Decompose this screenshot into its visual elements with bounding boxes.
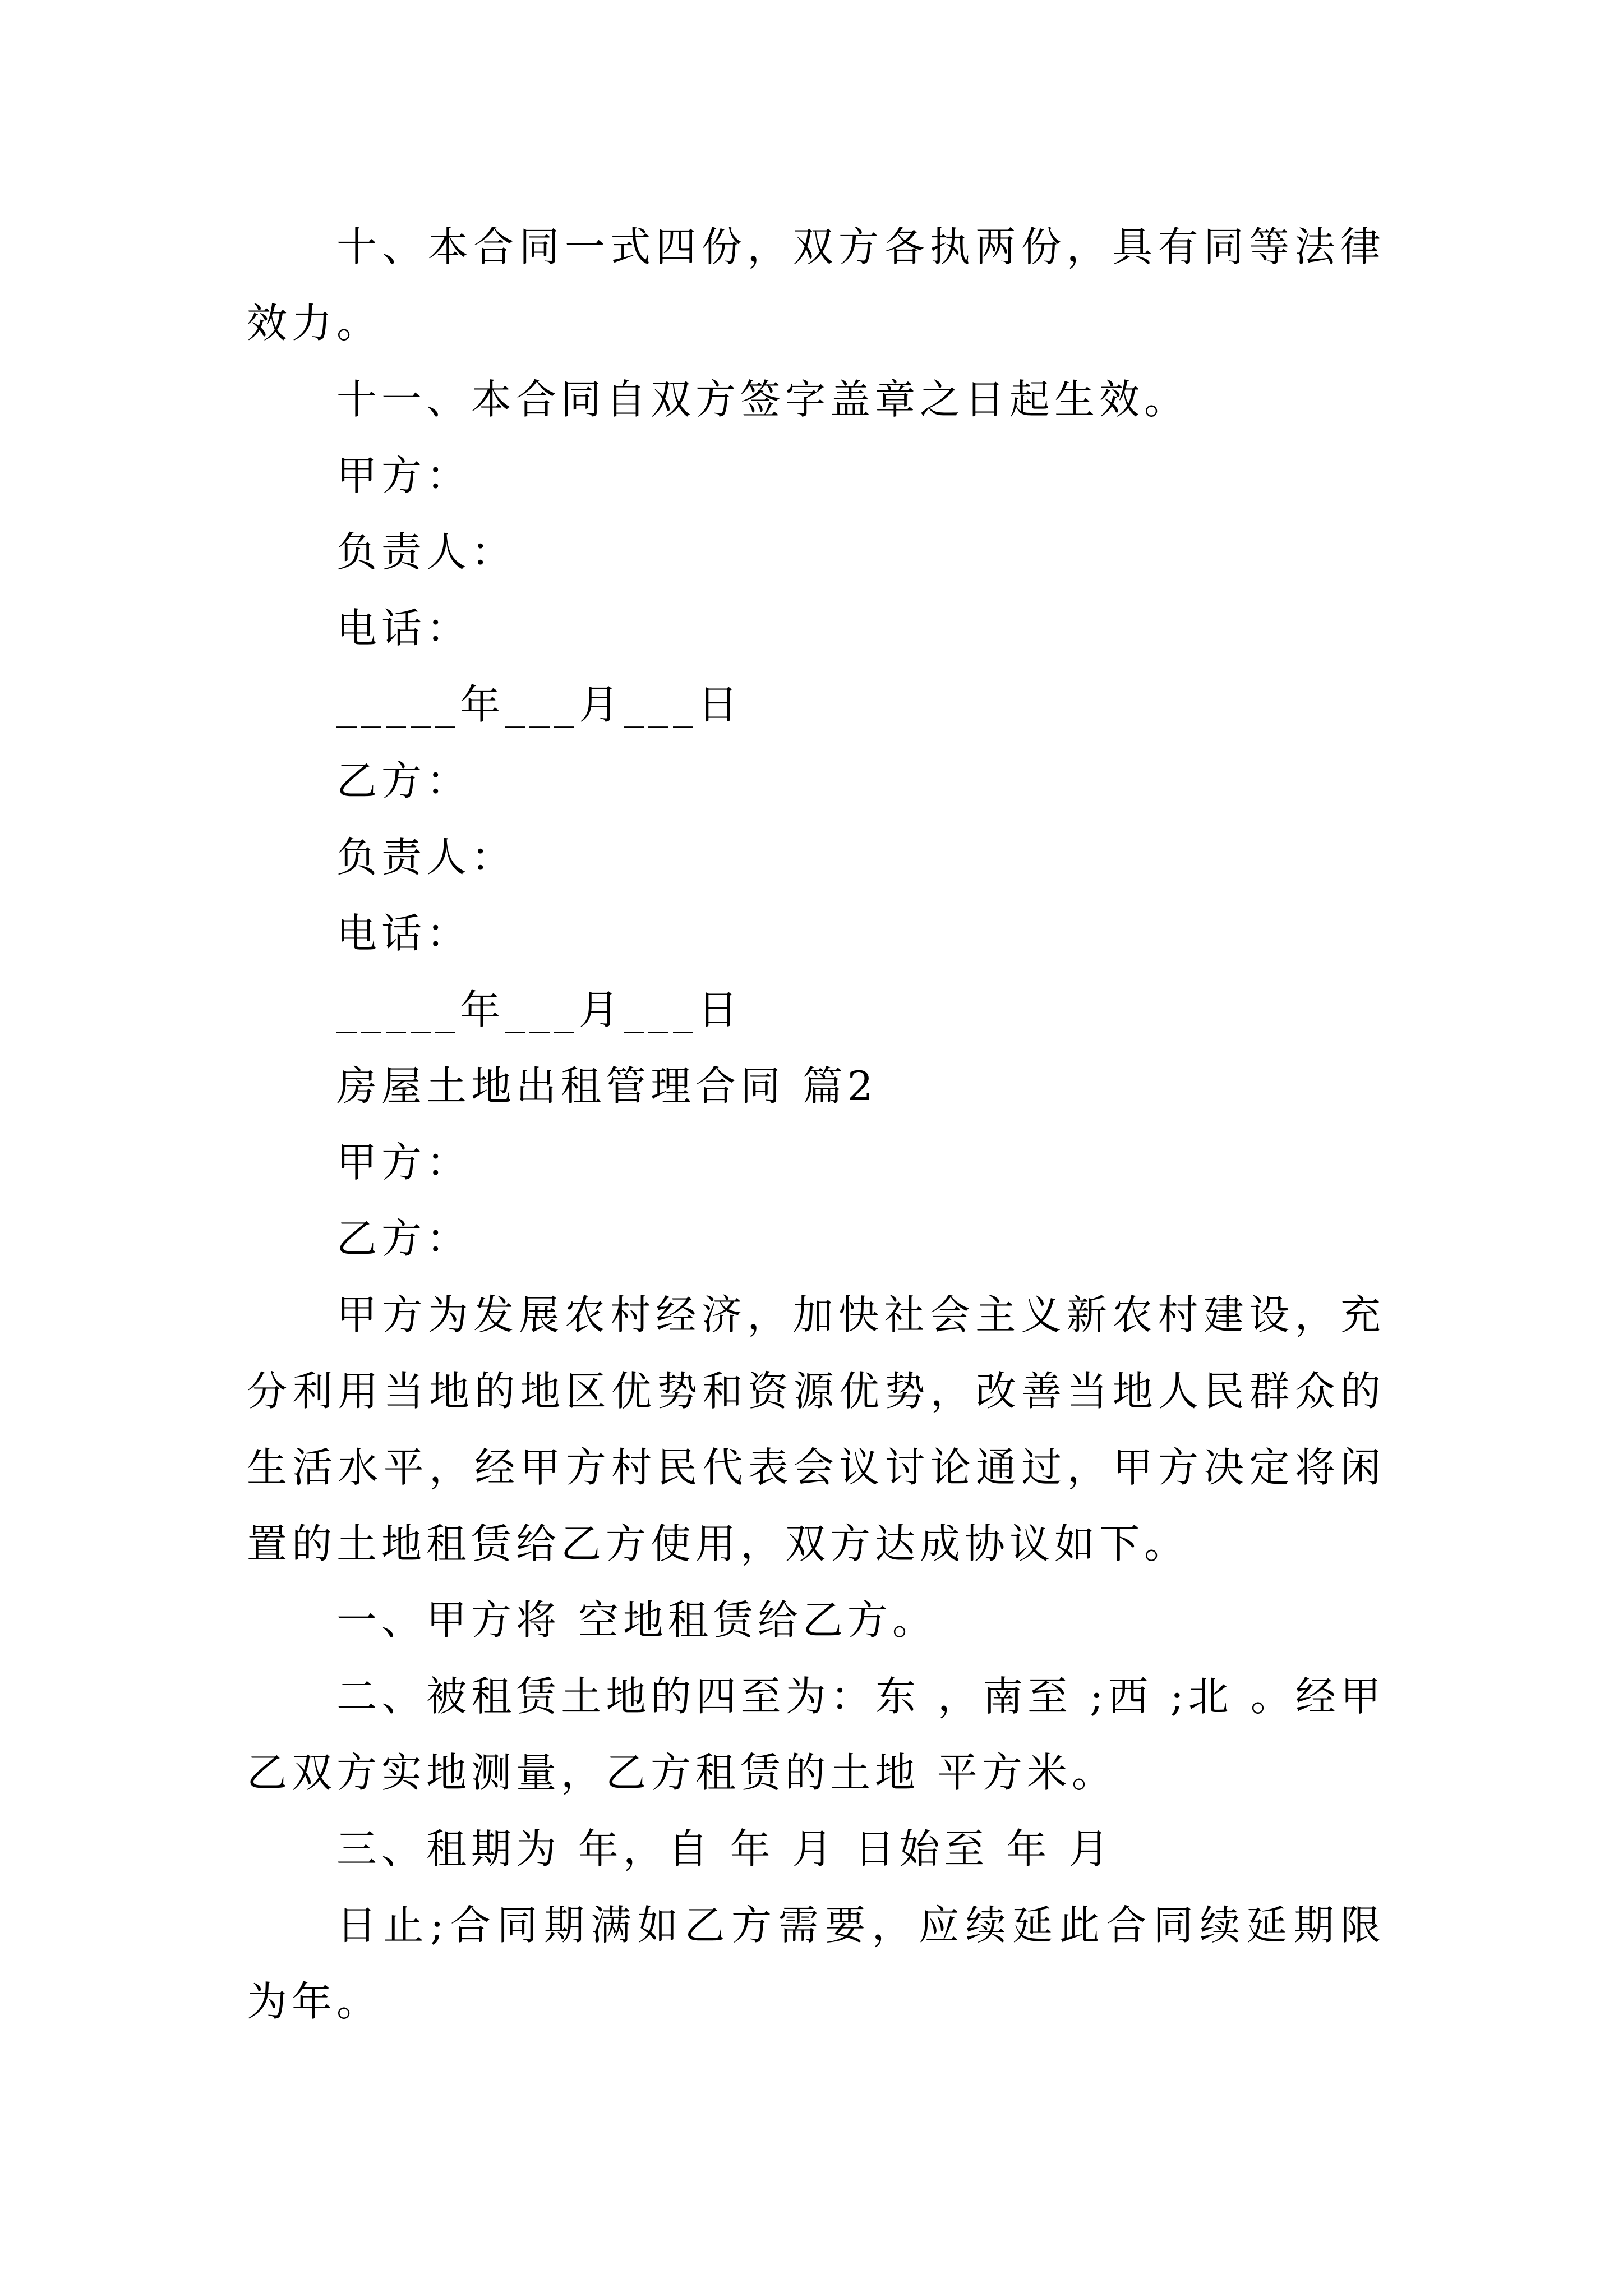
contract2-preamble: 甲方为发展农村经济，加快社会主义新农村建设，充分利用当地的地区优势和资源优势，改善当地人民群众的生活水平，经甲方村民代表会议讨论通过，甲方决定将闲置的土地租赁给乙方使用，双方达成协议如下。	[247, 1291, 1385, 1567]
party-a-representative: 负责人：	[336, 528, 517, 576]
clause-eleven: 十一、本合同自双方签字盖章之日起生效。	[336, 376, 1189, 423]
contract2-party-b: 乙方：	[336, 1215, 472, 1262]
contract2-party-a: 甲方：	[336, 1139, 472, 1186]
contract2-clause-three: 三、租期为 年，自 年 月 日始至 年 月	[336, 1825, 1114, 1872]
clause-ten: 十、本合同一式四份，双方各执两份，具有同等法律效力。	[247, 223, 1385, 347]
contract2-clause-two: 二、被租赁土地的四至为：东 ，南至 ;西 ;北 。经甲乙双方实地测量，乙方租赁的土地 平方米。	[247, 1673, 1385, 1796]
contract-heading: 房屋土地出租管理合同 篇2	[336, 1062, 878, 1110]
party-a-date: _____年___月___日	[336, 681, 743, 728]
contract2-clause-one: 一、甲方将 空地租赁给乙方。	[336, 1596, 937, 1644]
party-b-phone: 电话：	[336, 910, 472, 957]
party-b-representative: 负责人：	[336, 834, 517, 881]
party-a-phone: 电话：	[336, 605, 472, 652]
party-a-label: 甲方：	[336, 452, 472, 499]
party-b-date: _____年___月___日	[336, 986, 743, 1033]
document-body	[247, 209, 1385, 2040]
party-b-label: 乙方：	[336, 757, 472, 804]
contract2-clause-three-cont: 日止;合同期满如乙方需要，应续延此合同续延期限为年。	[247, 1902, 1385, 2025]
